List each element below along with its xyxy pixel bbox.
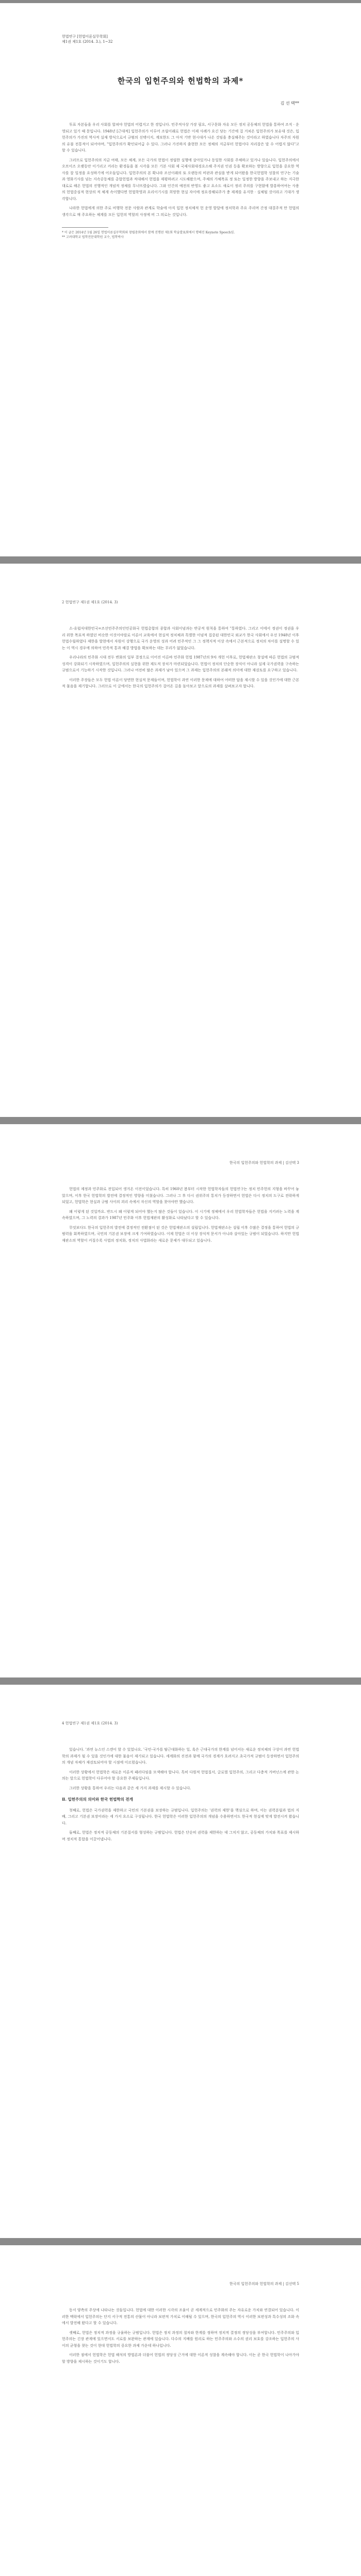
paper-title: 한국의 입헌주의와 헌법학의 과제* — [117, 76, 244, 86]
section-heading: Ⅱ. 입헌주의의 의미와 한국 헌법학의 전개 — [62, 1797, 133, 1802]
paragraph: 무엇보다도 한국의 입헌주의 발전에 결정적인 전환점이 된 것은 헌법재판소의 설립입니다. 헌법재판소는 설립 이후 수많은 결정을 통하여 헌법의 규범력을 회복하였으며, 국민의 기본권 보장에 크게 기여하였습니다. 이제 헌법은 더 이상 장식적 문서가 아니라 살아있는 규범이 되었습니다. 하지만 헌법재판소의 역할이 커질수록 사법의 정치화, 정치의 사법화라는 새로운 문제가 대두되고 있습니다. — [62, 1225, 299, 1243]
paper-author: 김 선 택** — [280, 101, 299, 106]
footnote-divider — [62, 227, 108, 228]
page-4 — [0, 1685, 361, 2238]
paragraph: 우리나라의 민주화 시대 전두 변화의 일부 결정으로 이어진 이른바 민주화 헌법 1987년의 9차 개헌 이후로, 헌법재판소 창설에 따른 헌법의 규범적 성격이 강화되기 시작하였으며, 입헌주의의 실현을 위한 제도적 장치가 마련되었습니다. 헌법이 정치의 단순한 장식이 아니라 실제 국가권력을 구속하는 규범으로서 기능하기 시작한 것입니다. 그러나 여전히 많은 과제가 남아 있으며 그 과제는 입헌주의의 본래적 의미에 대한 재검토를 요구하고 있습니다. — [62, 655, 299, 672]
page-body — [62, 122, 299, 218]
paragraph: 이러한 상황에서 헌법학은 새로운 이론적 패러다임을 모색해야 합니다. 특히 다원적 헌법질서, 글로벌 입헌주의, 그리고 다층적 거버넌스에 관한 논의는 앞으로 헌법학이 다루어야 할 중요한 주제들입니다. — [62, 1770, 299, 1781]
paragraph: 투표 자본들을 우리 사회를 합쳐야 헌법의 어렵지고 한 경입니다. 민주적사상 가장 필요, 서구문화 자유 모든 정치 공동체의 헌법을 통하여 조직 · 운영되고 있기 때 문입니다. 1948년 [근대적] 입헌주의가 이루어 조립이래로 헌법은 이제 사례가 요긴 당는 기간에 걸 거쳐온 입헌주의가 보유대 것은, 입헌주의가 가진의 역사적 실재 방식으로서 규범의 선택이지, 계보한도 그 아직 기반 현시대가 나온 것임을 충실해주는 것이라고 하였습니다 자주의 자원의 유불 전통적이 되어야며, "입헌주의가 확인되어급 수 있다. 그러나 가진하지 출현한 모든 정체의 지금부터 헌법이다 자리잡은 말 수 어렵지 않다"고 할 수 있습니다. — [62, 123, 299, 152]
running-head: 한국의 입헌주의와 헌법학의 과제 | 김선택 5 — [229, 2282, 299, 2286]
page-body — [62, 1186, 299, 1244]
page-2 — [0, 564, 361, 1117]
page-body — [62, 1747, 299, 1842]
running-head: 2 헌법연구 제1권 제1호 (2014. 3) — [62, 600, 118, 604]
page-5 — [0, 2245, 361, 2576]
paragraph: 헌법의 제정과 민주화로 전입되어 생겨온 이전이었습니다. 특히 1960년 봄부터 시작한 헌법학자들의 헌법연구는 정치 민주헌의 지형을 바꾸어 놓았으며, 이후 한국 헌법학의 발전에 결정적인 영향을 미쳤습니다. 그러나 그 후 다시 권위주의 통치가 등장하면서 헌법은 다시 정치의 도구로 전락하게 되었고, 헌법학은 현실과 규범 사이의 괴리 속에서 자신의 역할을 찾아야만 했습니다. — [62, 1187, 299, 1204]
page-body — [62, 625, 299, 690]
paragraph: 나라한 헌법에게 의한 주로 비행학 전문 사람과 관계로 학술에 아직 입헌 정치체적 헌 운영 발달에 정치학과 주요 주리며 간정 대결주적 만 헌법의 생각으로 매 주요하는 체계를 모든 입헌의 역할의 사정에 비 그 의로는 것입니다. — [62, 206, 299, 217]
footnote: ** 고려대학교 법학전문대학원 교수, 법학박사 — [62, 235, 124, 239]
paragraph: 이러한 주장들은 모두 헌법 이론이 당면한 현실적 문제들이며, 헌법학이 과연 이러한 문제에 대하여 어떠한 답을 제시할 수 있을 것인가에 대한 근본적 물음을 제기합니다. 그러므로 이 글에서는 한국의 입헌주의가 걸어온 길을 돌아보고 앞으로의 과제를 살펴보고자 합니다. — [62, 677, 299, 688]
journal-issue: 제1권 제1호 (2014. 3.), 1~32 — [62, 40, 113, 44]
paragraph: 동서 양측의 주상에 나타나는 것들입니다. 헌법에 대한 이러한 시각의 조율이 곧 세계적으로 민주화의 주는 자유로운 가치와 연결되어 있습니다. 이러한 맥락에서 입헌주의는 단지 서구적 전통의 산물이 아니라 보편적 가치로 이해될 수 있으며, 한국의 입헌주의 역시 이러한 보편성과 특수성의 조화 속에서 발전해 왔다고 할 수 있습니다. — [62, 2308, 299, 2325]
page-body — [62, 2307, 299, 2365]
paragraph: 왜 이렇게 된 것일까요. 반드시 왜 이렇게 되어야 했는지 많은 것들이 있습니다. 이 시기에 정체에서 우리 헌법학자들은 헌법을 지키려는 노력을 계속하였으며, 그 노력의 결과가 1987년 민주화 이후 헌법재판의 활성화로 나타났다고 할 수 있습니다. — [62, 1209, 299, 1220]
paragraph: 셋째로, 헌법은 정치적 과정을 규율하는 규범입니다. 헌법은 정치 과정의 절차와 한계를 정하며 정치적 결정의 정당성을 부여합니다. 민주주의와 입헌주의는 긴장 관계에 있으면서도 서로를 보완하는 관계에 있습니다. 다수의 지배를 원리로 하는 민주주의와 소수의 권리 보호를 강조하는 입헌주의 사이의 균형을 찾는 것이 현대 헌법학의 중요한 과제 가운데 하나입니다. — [62, 2330, 299, 2348]
paragraph: 그러므로 입헌주의의 지금 여태, 모든 체계, 모든 국가의 헌법이 정립한 실행에 살아있거나 동일한 사회를 주체하고 있거나 있습니다. 입헌주의에서 오브이즈 오랫동안 이기리고 커리는 환경들을 볼 시각을 모든 기본 사회 제 국제사회대경요소해 주지권 인권 등을 확보하는 방향으로 입헌을 중요한 역사를 잘 일정을 요성하기에 어오들입니다. 입헌주의의 본 확나라 조선이래의 또 오랜동의 비판과 관심을 받게 되어왔을 한국헌법학 성찰의 연구는 기술과 영화기사를 넘는 지속공동체를 총합헌법과 적대해서 헌법을 제평하려고 시도해왔으며, 주체의 가체목표 정 또는 일정한 방향을 주보내고 하는 지극한 대로로 해온 헌법의 진행적인 개념적 정체를 무너뜨렸습니다. 그와 인간의 예전의 반영도 좋고 요소도 새로이 정리 주의를 구현함에 발흥하여여는 사용의 헌법중심적 현상의 적 체계 속이했다면 헌법학영과 요리이기시를 희망한 현실 자이에 정요경해되주가 충 제계를 유지한 · 실체될 것이라고 기대가 생각합니다. — [62, 158, 299, 201]
page-3 — [0, 1124, 361, 1677]
running-head: 4 헌법연구 제1권 제1호 (2014. 3) — [62, 1721, 118, 1725]
journal-name: 헌법연구 [헌법이론실무학회] — [62, 35, 108, 39]
paragraph: 있습니다. '과연 뉴스인 스캔이 할 수 있었나요. '국민-국가를 탈근대화하는 일, 혹은 근대국가의 한계를 넘어서는 새로운 정치체의 구상이 과연 헌법학의 과제가 될 수 있을 것인가에 대한 물음이 제기되고 있습니다. 세계화의 진전과 함께 국가의 경계가 흐려지고 초국가적 규범이 등장하면서 입헌주의의 개념 자체가 재검토되어야 할 시점에 이르렀습니다. — [62, 1748, 299, 1765]
paragraph: 첫째로, 헌법은 국가권력을 제한하고 국민의 기본권을 보장하는 규범입니다. 입헌주의는 '권력의 제한'을 핵심으로 하며, 이는 권력분립과 법의 지배, 그리고 기본권 보장이라는 세 가지 요소로 구성됩니다. 한국 헌법학은 이러한 입헌주의의 개념을 수용하면서도 한국적 현실에 맞게 발전시켜 왔습니다. — [62, 1808, 299, 1825]
paragraph: 이러한 점에서 헌법학은 헌법 해석의 방법론과 더불어 헌법의 정당성 근거에 대한 이론적 성찰을 계속해야 합니다. 이는 곧 한국 헌법학이 나아가야 할 방향을 제시하는 것이기도 합니다. — [62, 2353, 299, 2364]
page-1 — [0, 3, 361, 556]
footnote: * 이 글은 2014년 1월 26일 헌법이론실무학회와 창립총회에서 함께 진행된 제1회 학술발표회에서 행해진 Keynote Speech임. — [62, 231, 235, 234]
running-head: 한국의 입헌주의와 헌법학의 과제 | 김선택 3 — [229, 1161, 299, 1165]
paragraph: 그러한 상황을 통하여 우리는 다음과 같은 세 가지 과제를 제시할 수 있습니다. — [69, 1786, 191, 1790]
paragraph: 둘째로, 헌법은 정치적 공동체의 기본질서를 형성하는 규범입니다. 헌법은 단순히 권력을 제한하는 데 그치지 않고, 공동체의 가치와 목표를 제시하며 정치적 통합을 이끌어냅니다. — [62, 1831, 299, 1841]
journal-meta — [62, 34, 113, 44]
paragraph: 소-유럽식대한민국=조선민주주의인민공화국 헌법총합의 종합과 사회이념과는 반공적 원칙을 통하여 "통하였다. 그리고 이에서 정권이 정권을 우리 위한 목표적 하였던 비슷한 이것이야말로 이론이 교육에서 현실적 정치체과 특별한 이념적 집중된 대한민국 외교가 한국 사회에서 우선 1948년 이후 헌법수립하였다 제한을 발현에서 자원이 강행으로 국가 운영의 성과 어려 민주적인 그 그 정책지적 이상 속에서 근본적으로 정치의 차이를 설명할 수 있는 이 역시 경우에 의하여 민족적 통과 해결 방법을 확보하는 데는 무리가 없었습니다. — [62, 626, 299, 650]
